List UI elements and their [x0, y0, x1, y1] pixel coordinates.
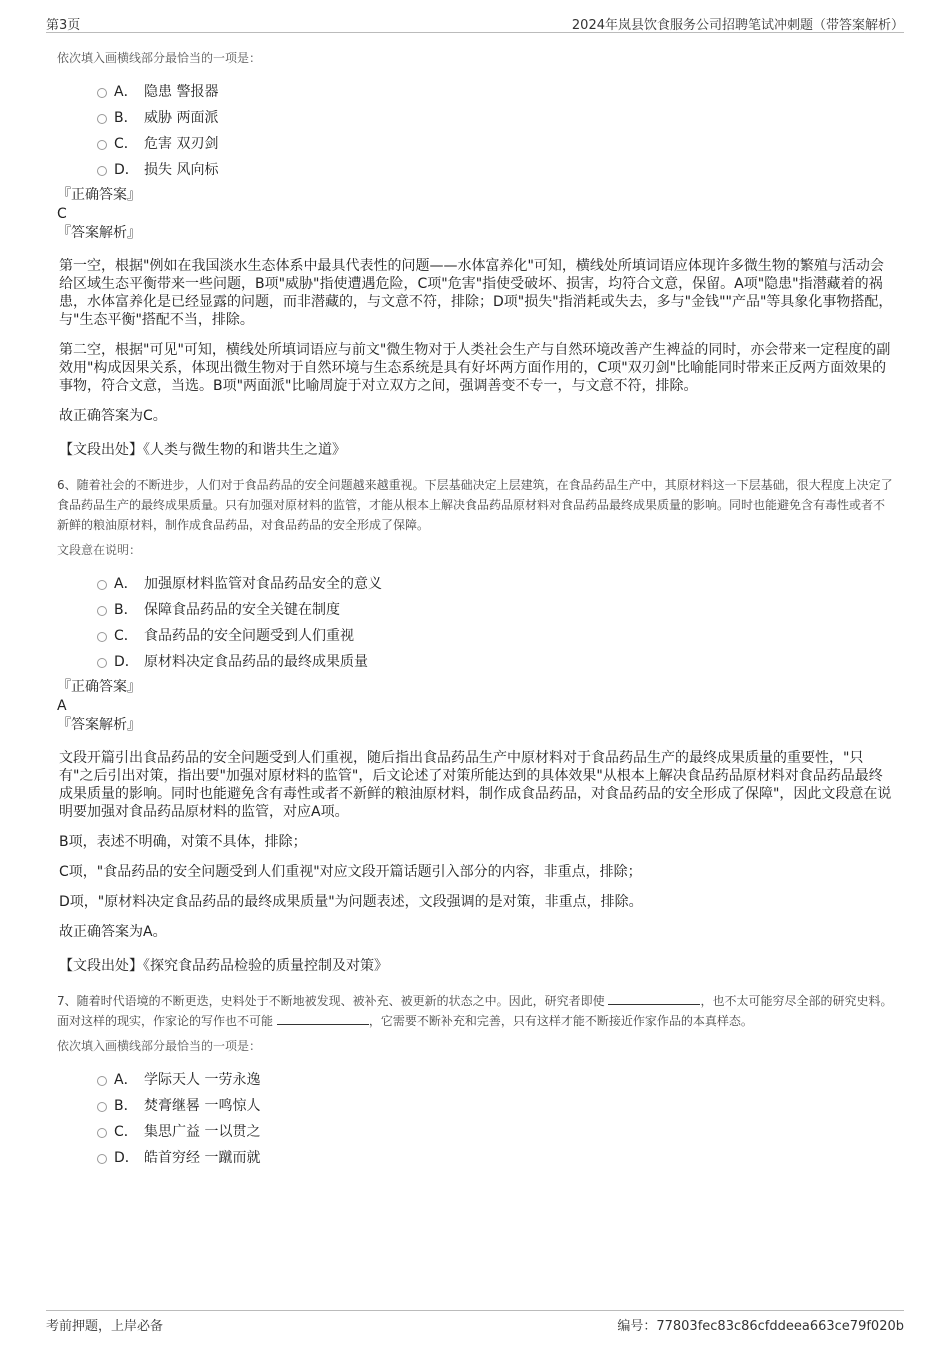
radio-icon[interactable]: [97, 140, 107, 150]
q6-option-c[interactable]: C． 食品药品的安全问题受到人们重视: [97, 623, 893, 649]
q6-option-b[interactable]: B． 保障食品药品的安全关键在制度: [97, 597, 893, 623]
page-footer: [46, 1310, 904, 1337]
radio-icon[interactable]: [97, 166, 107, 176]
q6-answer-label: 『正确答案』: [57, 679, 141, 695]
q5-prompt: 依次填入画横线部分最恰当的一项是：: [57, 51, 262, 65]
document-body: [57, 44, 893, 1173]
q7-option-d[interactable]: D． 皓首穷经 一蹴而就: [97, 1145, 893, 1171]
q5-analysis-conclusion: 故正确答案为C。: [59, 408, 167, 424]
fill-blank: [608, 993, 700, 1005]
q5-options: [57, 79, 893, 183]
radio-icon[interactable]: [97, 632, 107, 642]
radio-icon[interactable]: [97, 606, 107, 616]
page-header: [46, 12, 904, 33]
q7-option-b[interactable]: B． 焚膏继晷 一鸣惊人: [97, 1093, 893, 1119]
footer-slogan: 考前押题，上岸必备: [46, 1319, 164, 1334]
q5-option-a[interactable]: A． 隐患 警报器: [97, 79, 893, 105]
q6-analysis-conclusion: 故正确答案为A。: [59, 924, 167, 940]
q5-option-b[interactable]: B． 威胁 两面派: [97, 105, 893, 131]
q5-option-c[interactable]: C． 危害 双刃剑: [97, 131, 893, 157]
q5-analysis-paragraph: 第一空，根据"例如在我国淡水生态体系中最具代表性的问题——水体富养化"可知，横线处所填词语应体现许多微生物的繁殖与活动会给区域生态平衡带来一些问题，B项"威胁"指使遭遇危险，C项"危害"指使受破坏、损害，均符合文意，保留。A项"隐患"指潜藏着的祸患，水体富养化是已经显露的问题，而非潜藏的，与文意不符，排除；D项"损失"指消耗或失去，多与"金钱""产品"等具象化事物搭配，与"生态平衡"搭配不当，排除。: [59, 258, 893, 328]
q6-option-a[interactable]: A． 加强原材料监管对食品药品安全的意义: [97, 571, 893, 597]
q5-analysis-paragraph: 第二空，根据"可见"可知，横线处所填词语应与前文"微生物对于人类社会生产与自然环境改善产生裨益的同时，亦会带来一定程度的副效用"构成因果关系，体现出微生物对于自然环境与生态系统是具有好坏两方面作用的，C项"双刃剑"比喻能同时带来正反两方面效果的事物，符合文意，当选。B项"两面派"比喻周旋于对立双方之间，强调善变不专一，与文意不符，排除。: [59, 342, 891, 394]
q7-option-a[interactable]: A． 学际天人 一劳永逸: [97, 1067, 893, 1093]
q6-analysis-paragraph: D项，"原材料决定食品药品的最终成果质量"为问题表述，文段强调的是对策，非重点，排除。: [59, 894, 643, 910]
q7-prompt: 依次填入画横线部分最恰当的一项是：: [57, 1039, 262, 1053]
q6-answer: A: [57, 698, 67, 714]
radio-icon[interactable]: [97, 580, 107, 590]
fill-blank: [277, 1013, 369, 1025]
page-number: 第3页: [46, 18, 81, 33]
q6-analysis-label: 『答案解析』: [57, 717, 141, 733]
q6-option-d[interactable]: D． 原材料决定食品药品的最终成果质量: [97, 649, 893, 675]
radio-icon[interactable]: [97, 88, 107, 98]
radio-icon[interactable]: [97, 1154, 107, 1164]
q6-question: 6、随着社会的不断进步，人们对于食品药品的安全问题越来越重视。下层基础决定上层建筑，在食品药品生产中，其原材料这一下层基础，很大程度上决定了食品药品生产的最终成果质量。只有加强对原材料的监管，才能从根本上解决食品药品原材料对食品药品最终成果质量的影响。同时也能避免含有毒性或者不新鲜的粮油原材料，制作成食品药品，对食品药品的安全形成了保障。: [57, 478, 893, 532]
q7-option-c[interactable]: C． 集思广益 一以贯之: [97, 1119, 893, 1145]
q5-answer-label: 『正确答案』: [57, 187, 141, 203]
q5-analysis-label: 『答案解析』: [57, 225, 141, 241]
q6-analysis-paragraph: C项，"食品药品的安全问题受到人们重视"对应文段开篇话题引入部分的内容，非重点，排除；: [59, 864, 642, 880]
radio-icon[interactable]: [97, 658, 107, 668]
q5-source: 【文段出处】《人类与微生物的和谐共生之道》: [59, 442, 346, 458]
q7-question: 7、随着时代语境的不断更迭，史料处于不断地被发现、被补充、被更新的状态之中。因此，研究者即使 ，也不太可能穷尽全部的研究史料。面对这样的现实，作家论的写作也不可能 ，它需要不断补充和完善，只有这样才能不断接近作家作品的本真样态。: [57, 994, 893, 1028]
q6-source: 【文段出处】《探究食品药品检验的质量控制及对策》: [59, 958, 388, 974]
q7-options: [57, 1067, 893, 1171]
q5-answer: C: [57, 206, 67, 222]
q6-analysis-paragraph: B项，表述不明确，对策不具体，排除；: [59, 834, 307, 850]
q5-option-d[interactable]: D． 损失 风向标: [97, 157, 893, 183]
radio-icon[interactable]: [97, 1076, 107, 1086]
radio-icon[interactable]: [97, 114, 107, 124]
document-code: 编号：77803fec83c86cfddeea663ce79f020b: [617, 1319, 904, 1334]
document-title: 2024年岚县饮食服务公司招聘笔试冲刺题（带答案解析）: [571, 18, 904, 33]
radio-icon[interactable]: [97, 1128, 107, 1138]
radio-icon[interactable]: [97, 1102, 107, 1112]
q6-prompt: 文段意在说明：: [57, 543, 142, 557]
q6-analysis-paragraph: 文段开篇引出食品药品的安全问题受到人们重视，随后指出食品药品生产中原材料对于食品药品生产的最终成果质量的重要性，"只有"之后引出对策，指出要"加强对原材料的监管"，后文论述了对策所能达到的具体效果"从根本上解决食品药品原材料对食品药品最终成果质量的影响。同时也能避免含有毒性或者不新鲜的粮油原材料，制作成食品药品，对食品药品的安全形成了保障"，因此文段意在说明要加强对食品药品原材料的监管，对应A项。: [59, 750, 892, 820]
q6-options: [57, 571, 893, 675]
